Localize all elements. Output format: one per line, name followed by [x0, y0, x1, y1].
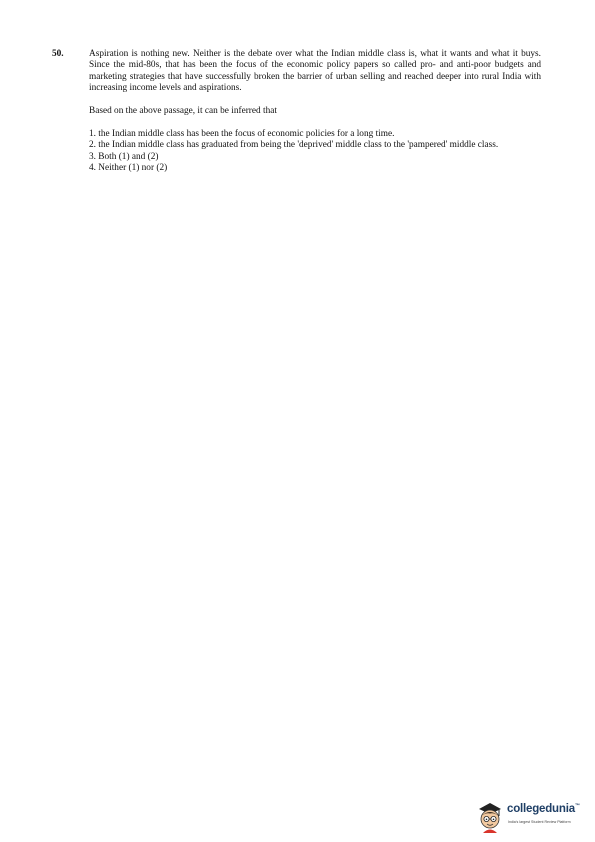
- brand-tagline: India's largest Student Review Platform: [508, 820, 571, 824]
- question-block: [89, 49, 541, 175]
- question-number: 50.: [52, 49, 64, 59]
- brand-logo: [475, 800, 587, 834]
- mascot-icon: [475, 800, 505, 834]
- options-list: [89, 129, 541, 175]
- option-3: 3. Both (1) and (2): [89, 151, 159, 162]
- question-stem: Based on the above passage, it can be inferred that: [89, 105, 277, 116]
- brand-name: collegedunia: [507, 803, 575, 815]
- brand-wordmark: [507, 803, 580, 815]
- passage-text: Aspiration is nothing new. Neither is the debate over what the Indian middle class is, what it wants and what it buys. Since the mid-80s, that has been the focus of the economic policy papers so called pro- and anti-poor budgets and marketing strategies that have successfully broken the barrier of urban selling and reached deeper into rural India with increasing income levels and aspirations.: [89, 49, 541, 94]
- option-2: 2. the Indian middle class has graduated from being the 'deprived' middle class to the 'pampered' middle class.: [89, 140, 499, 151]
- brand-suffix: ™: [574, 803, 580, 809]
- option-1: 1. the Indian middle class has been the focus of economic policies for a long time.: [89, 129, 395, 140]
- option-4: 4. Neither (1) nor (2): [89, 163, 168, 174]
